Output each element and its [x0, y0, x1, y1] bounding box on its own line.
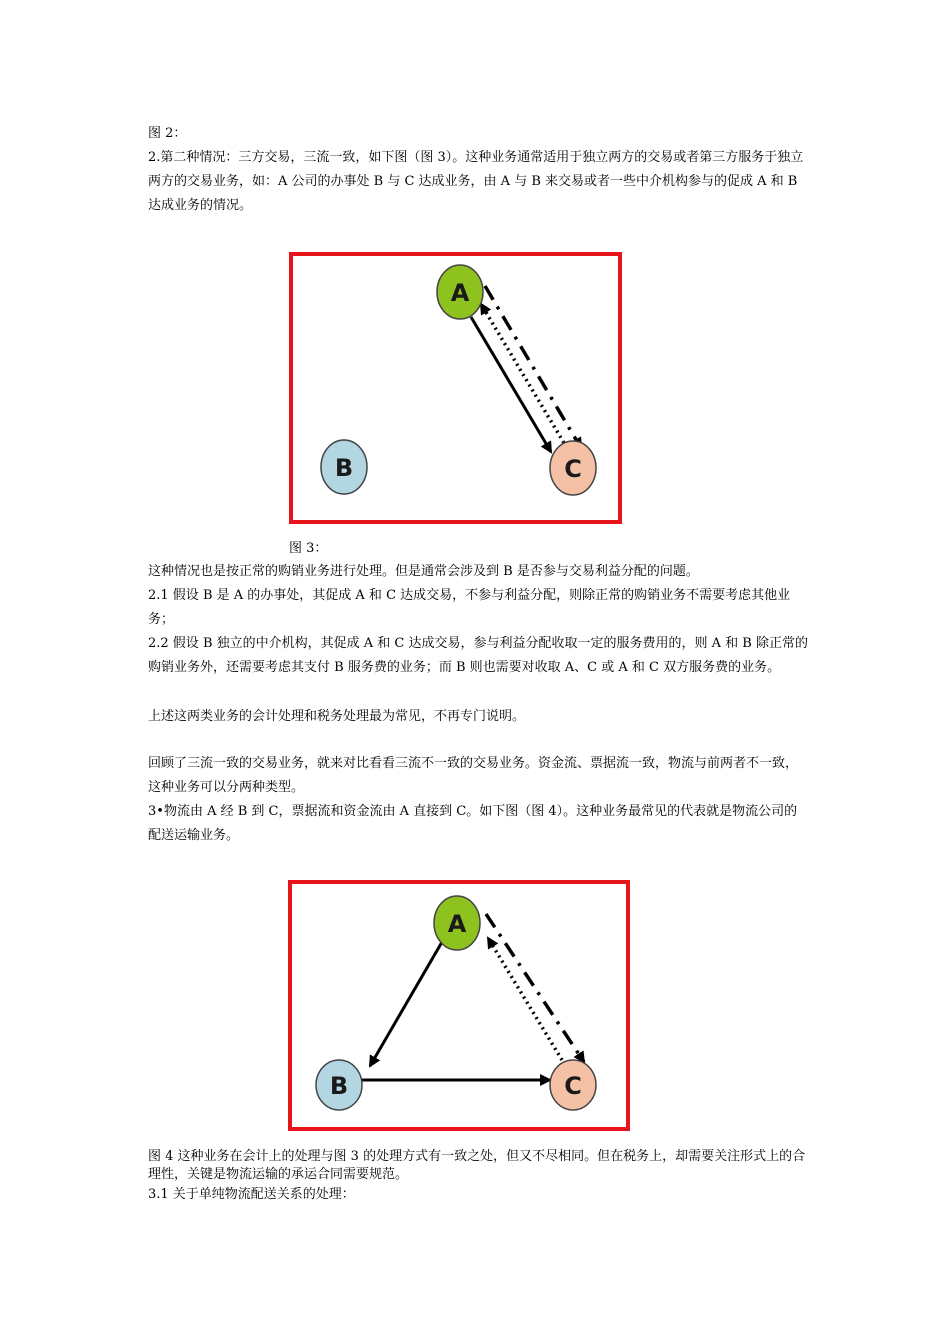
node-a-label: A [450, 279, 470, 307]
node-a-label: A [447, 910, 467, 938]
node-c-label: C [564, 1072, 582, 1100]
paragraph-normal: 这种情况也是按正常的购销业务进行处理。但是通常会涉及到 B 是否参与交易利益分配的问题。 [148, 564, 699, 579]
paragraph-case2: 2.第二种情况：三方交易，三流一致，如下图（图 3）。这种业务通常适用于独立两方的交易或者第三方服务于独立两方的交易业务，如：A 公司的办事处 B 与 C 达成业务，由 A 与 B 来交易或者一些中介机构参与的促成 A 和 B 达成业务的情况。 [148, 150, 804, 213]
paragraph-3-1: 3.1 关于单纯物流配送关系的处理： [148, 1187, 355, 1202]
figure-3 [289, 252, 623, 525]
fig2-caption: 图 2： [148, 126, 187, 141]
paragraph-review: 回顾了三流一致的交易业务，就来对比看看三流不一致的交易业务。资金流、票据流一致，物流与前两者不一致，这种业务可以分两种类型。 [148, 756, 799, 795]
figure-4-diagram [288, 880, 631, 1132]
paragraph-fig4: 图 4 这种业务在会计上的处理与图 3 的处理方式有一致之处，但又不尽相同。但在税务上，却需要关注形式上的合理性，关键是物流运输的承运合同需要规范。 [148, 1149, 806, 1182]
node-c-label: C [564, 455, 582, 483]
paragraph-3: 3•物流由 A 经 B 到 C，票据流和资金流由 A 直接到 C。如下图（图 4）。这种业务最常见的代表就是物流公司的配送运输业务。 [148, 804, 798, 843]
node-b-label: B [329, 1072, 349, 1100]
paragraph-2-2: 2.2 假设 B 独立的中介机构，其促成 A 和 C 达成交易，参与利益分配收取一定的服务费用的，则 A 和 B 除正常的购销业务外，还需要考虑其支付 B 服务费的业务；而 B 则也需要对收取 A、C 或 A 和 C 双方服务费的业务。 [148, 636, 808, 675]
figure-4 [288, 880, 631, 1132]
figure-3-diagram [289, 252, 623, 525]
fig3-caption: 图 3： [289, 541, 328, 556]
paragraph-common: 上述这两类业务的会计处理和税务处理最为常见，不再专门说明。 [148, 709, 526, 724]
paragraph-2-1: 2.1 假设 B 是 A 的办事处，其促成 A 和 C 达成交易，不参与利益分配，则除正常的购销业务不需要考虑其他业务； [148, 588, 791, 627]
node-b-label: B [334, 454, 354, 482]
